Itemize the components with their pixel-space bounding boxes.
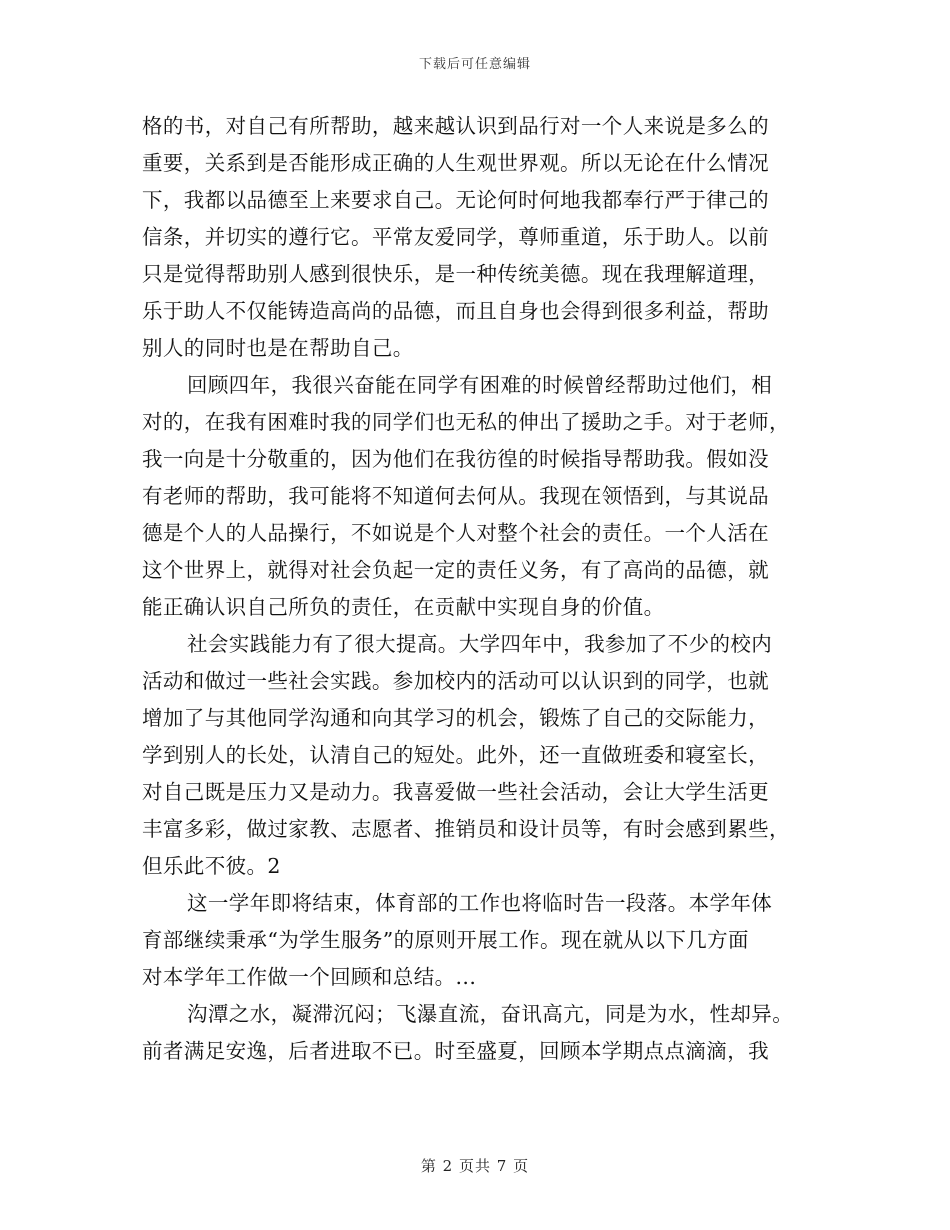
text-line: 能正确认识自己所负的责任，在贡献中实现自身的价值。	[142, 595, 665, 619]
text-line: 下，我都以品德至上来要求自己。无论何时何地我都奉行严于律己的	[142, 188, 769, 212]
text-line: 信条，并切实的遵行它。平常友爱同学，尊师重道，乐于助人。以前	[142, 225, 769, 249]
text-line: 这个世界上，就得对社会负起一定的责任义务，有了高尚的品德，就	[142, 558, 769, 582]
text-line: 但乐此不彼。2	[142, 854, 281, 878]
text-line: 德是个人的人品操行，不如说是个人对整个社会的责任。一个人活在	[142, 521, 769, 545]
text-line: 对自己既是压力又是动力。我喜爱做一些社会活动，会让大学生活更	[142, 780, 769, 804]
page-header: 下载后可任意编辑	[418, 57, 531, 72]
paragraph-first-line: 沟潭之水，凝滞沉闷；飞瀑直流，奋讯高亢，同是为水，性却异。	[187, 1002, 794, 1026]
text-line: 我一向是十分敬重的，因为他们在我彷徨的时候指导帮助我。假如没	[142, 447, 769, 471]
text-line: 对本学年工作做一个回顾和总结。...	[142, 965, 477, 989]
page-number-footer: 第 2 页共 7 页	[420, 1157, 530, 1175]
text-line: 增加了与其他同学沟通和向其学习的机会，锻炼了自己的交际能力，	[142, 706, 769, 730]
text-line: 对的，在我有困难时我的同学们也无私的伸出了援助之手。对于老师，	[142, 410, 790, 434]
text-line: 别人的同时也是在帮助自己。	[142, 336, 414, 360]
paragraph-first-line: 这一学年即将结束，体育部的工作也将临时告一段落。本学年体	[187, 891, 773, 915]
text-line: 学到别人的长处，认清自己的短处。此外，还一直做班委和寝室长，	[142, 743, 769, 767]
text-line: 活动和做过一些社会实践。参加校内的活动可以认识到的同学，也就	[142, 669, 769, 693]
paragraph-first-line: 社会实践能力有了很大提高。大学四年中，我参加了不少的校内	[187, 632, 773, 656]
text-line: 育部继续秉承“为学生服务”的原则开展工作。现在就从以下几方面	[142, 928, 749, 952]
document-body	[142, 108, 822, 1070]
text-line: 乐于助人不仅能铸造高尚的品德，而且自身也会得到很多利益，帮助	[142, 299, 769, 323]
text-line: 前者满足安逸，后者进取不已。时至盛夏，回顾本学期点点滴滴，我	[142, 1039, 769, 1063]
text-line: 只是觉得帮助别人感到很快乐，是一种传统美德。现在我理解道理，	[142, 262, 769, 286]
text-line: 重要，关系到是否能形成正确的人生观世界观。所以无论在什么情况	[142, 151, 769, 175]
text-line: 有老师的帮助，我可能将不知道何去何从。我现在领悟到，与其说品	[142, 484, 769, 508]
paragraph-first-line: 回顾四年，我很兴奋能在同学有困难的时候曾经帮助过他们，相	[187, 373, 773, 397]
text-line: 丰富多彩，做过家教、志愿者、推销员和设计员等，有时会感到累些，	[142, 817, 790, 841]
text-line: 格的书，对自己有所帮助，越来越认识到品行对一个人来说是多么的	[142, 114, 769, 138]
